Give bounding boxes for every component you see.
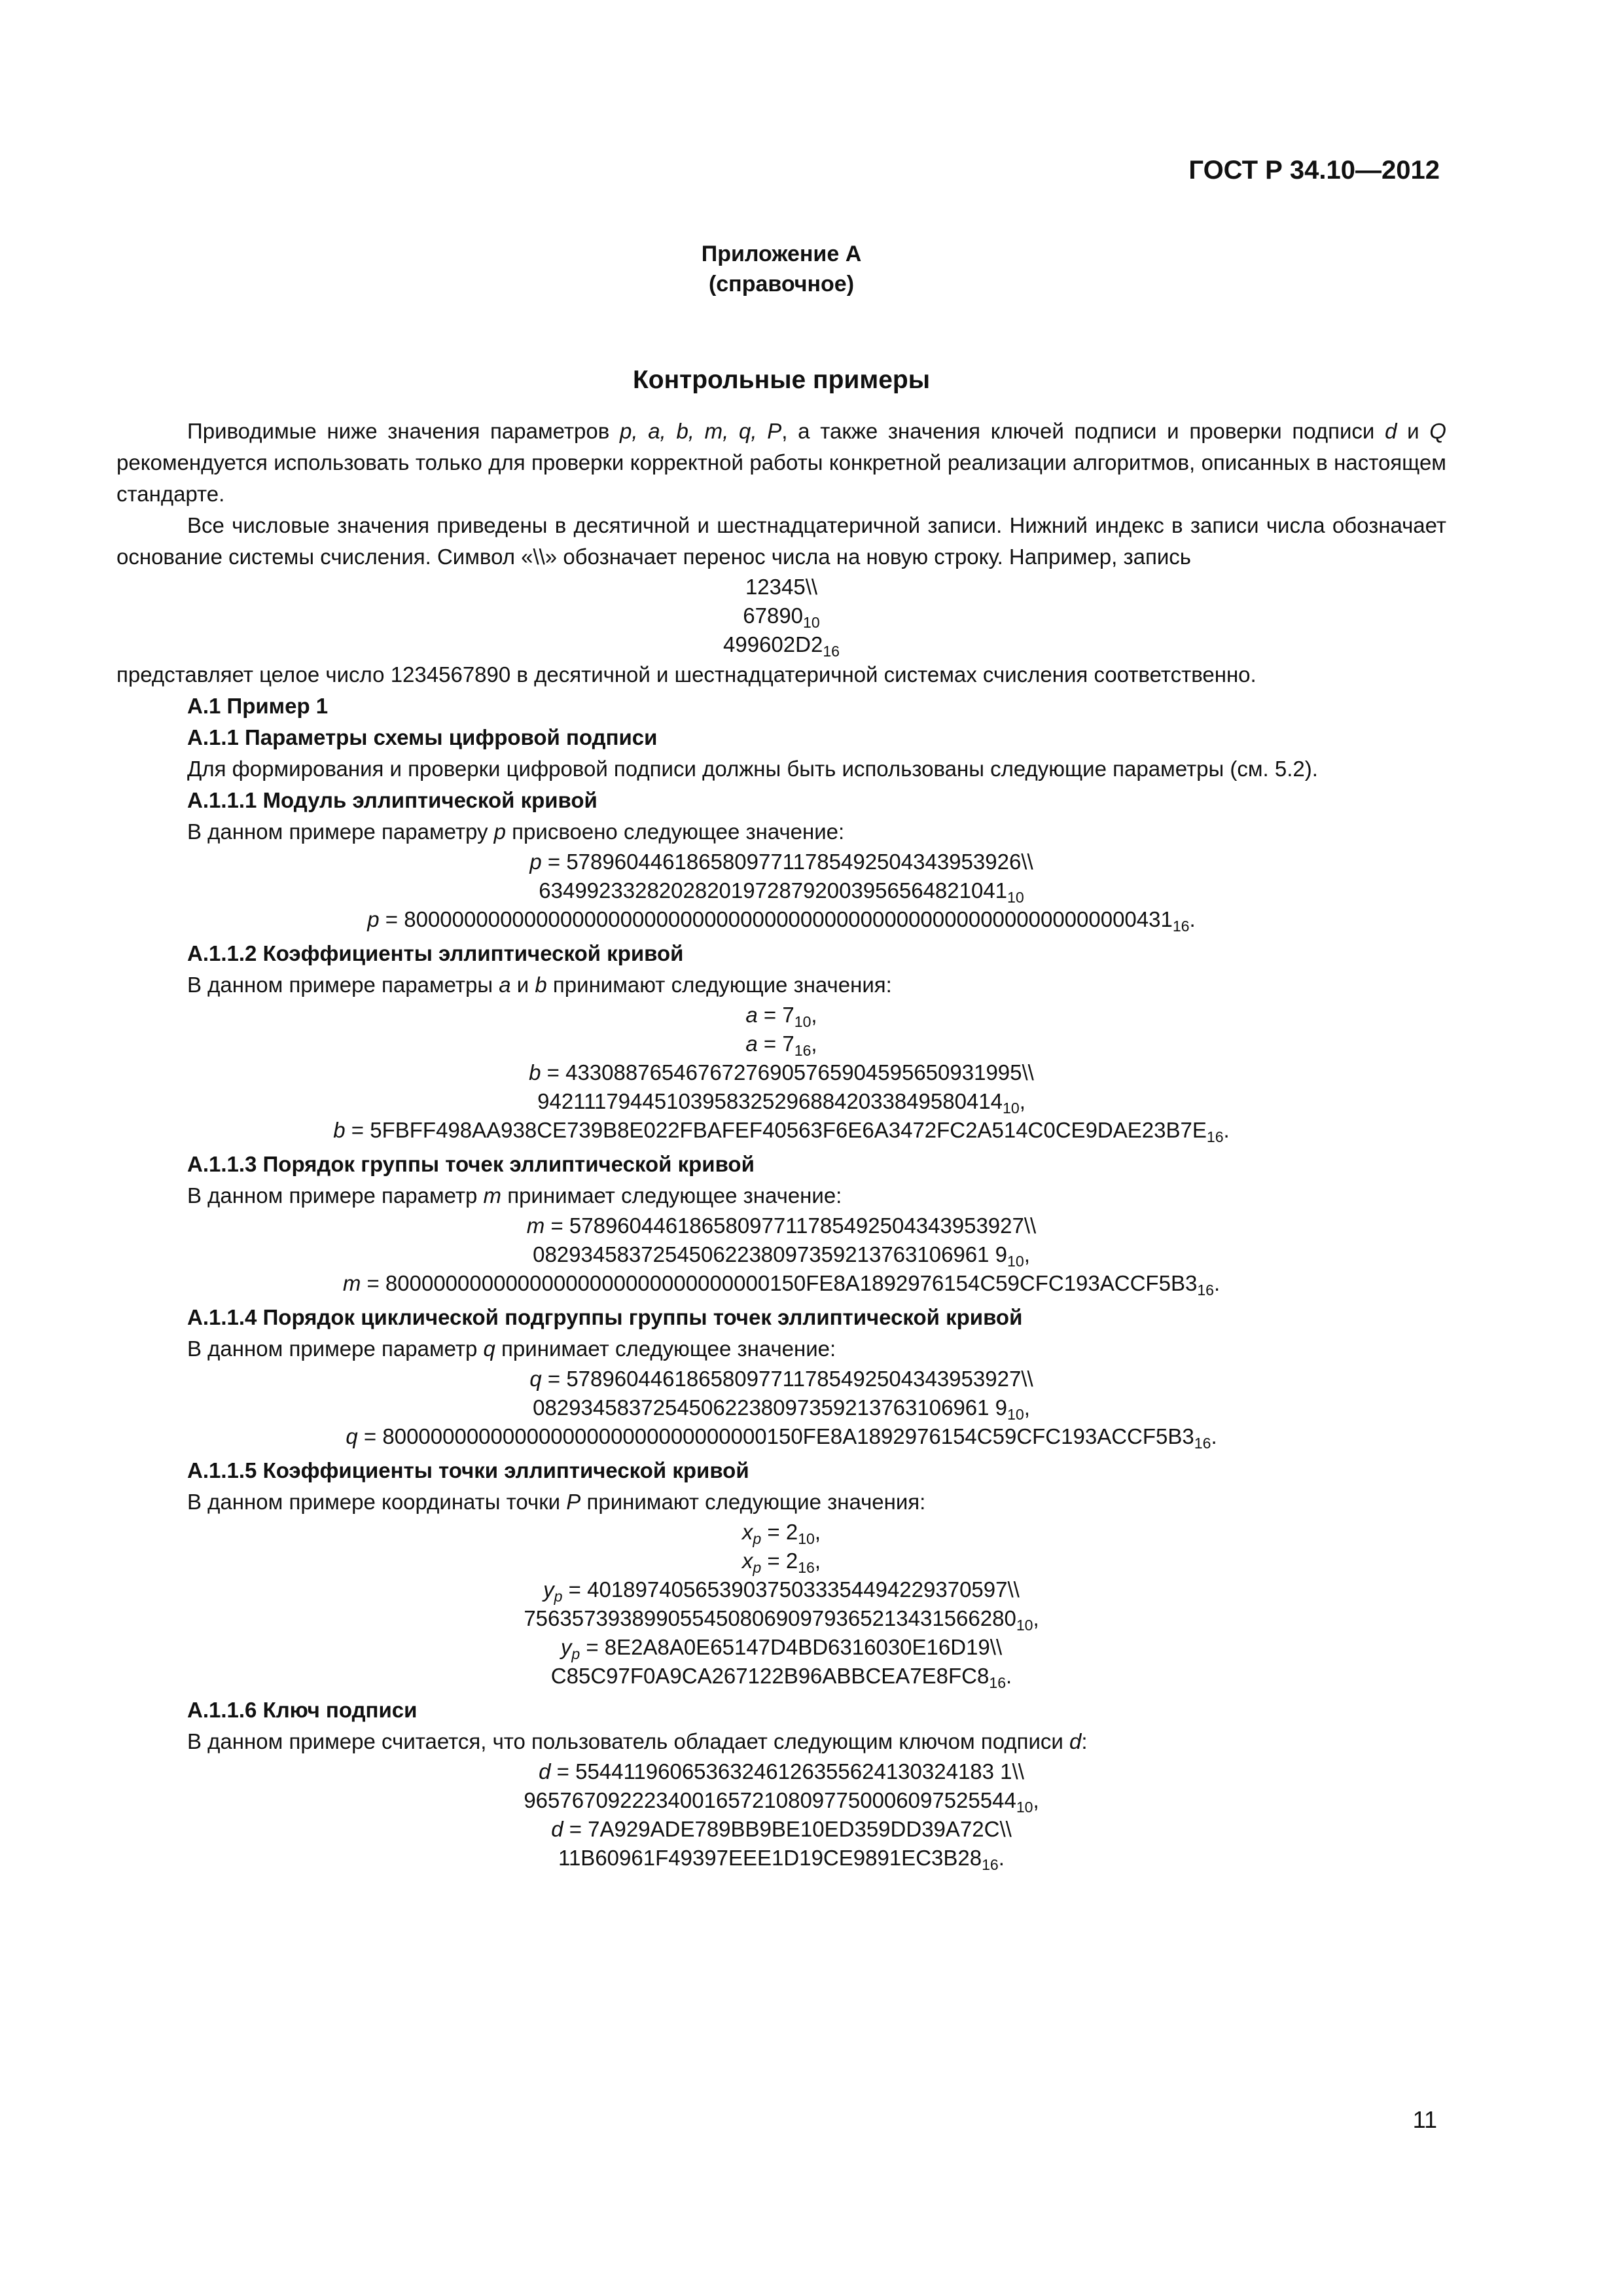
section-a115-text: В данном примере координаты точки P принимают следующие значения: bbox=[187, 1490, 926, 1514]
intro-paragraph-2: Все числовые значения приведены в десятичной и шестнадцатеричной записи. Нижний индекс в записи числа обозначает основание системы счисления. Символ «\\» обозначает перенос числа на новую строку. Например, запись bbox=[116, 513, 1446, 569]
section-a113-heading: А.1.1.3 Порядок группы точек эллиптической кривой bbox=[187, 1152, 755, 1176]
section-a115-heading: А.1.1.5 Коэффициенты точки эллиптической кривой bbox=[187, 1458, 749, 1482]
annex-status: (справочное) bbox=[708, 272, 855, 296]
section-a116-text: В данном примере считается, что пользователь обладает следующим ключом подписи d: bbox=[187, 1729, 1088, 1753]
section-a1-heading: А.1 Пример 1 bbox=[187, 694, 329, 718]
section-a111-heading: А.1.1.1 Модуль эллиптической кривой bbox=[187, 788, 597, 812]
intro-paragraph-1: Приводимые ниже значения параметров p, a, b, m, q, P, а также значения ключей подписи и проверки подписи d и Q рекомендуется использовать только для проверки корректной работы конкретной реализации алгоритмов, описанных в настоящем стандарте. bbox=[116, 419, 1446, 506]
document-body bbox=[116, 151, 1446, 1876]
subgroup-order-q: q = 57896044618658097711785492504343953927\\ 08293458372545062238097359213763106961 $9_{10}$, $q = 80000000000000000000000000000000150FE8A1892976154C59CFC193ACCF5B3_{16}$. bbox=[346, 1367, 1217, 1452]
section-a112-text: В данном примере параметры a и b принимают следующие значения: bbox=[187, 973, 892, 997]
intro-paragraph-3: представляет целое число 1234567890 в десятичной и шестнадцатеричной системах счисления соответственно. bbox=[116, 662, 1257, 687]
modulus-p-decimal: p = 57896044618658097711785492504343953926\\ $634992332820282019728792003956564821041_{10}$ bbox=[529, 850, 1033, 906]
coefficients-ab: $a = 7_{10}$, $a = 7_{16}$, b = 43308876546767276905765904595650931995\\ $942111794451039583252968842033849580414_{10}$, $b = 5FBFF498AA938CE739B8E022FBAFEF40563F6E6A3472FC2A514C0CE9DAE23B7E_{16}$. bbox=[333, 1003, 1230, 1145]
section-a112-heading: А.1.1.2 Коэффициенты эллиптической кривой bbox=[187, 941, 684, 965]
section-a114-heading: А.1.1.4 Порядок циклической подгруппы группы точек эллиптической кривой bbox=[187, 1305, 1023, 1329]
annex-title: Приложение А bbox=[701, 242, 862, 266]
annex-label bbox=[116, 239, 1446, 299]
page-title: Контрольные примеры bbox=[632, 366, 931, 394]
standard-designation: ГОСТ Р 34.10—2012 bbox=[1188, 156, 1440, 185]
section-a11-heading: А.1.1 Параметры схемы цифровой подписи bbox=[187, 725, 658, 749]
section-a11-text: Для формирования и проверки цифровой подписи должны быть использованы следующие параметры (см. 5.2). bbox=[187, 757, 1318, 781]
group-order-m: m = 57896044618658097711785492504343953927\\ 08293458372545062238097359213763106961 $9_{10}$, $m = 80000000000000000000000000000000150FE8A1892976154C59CFC193ACCF5B3_{16}$. bbox=[342, 1213, 1221, 1299]
modulus-p-hex: $p = 8000000000000000000000000000000000000000000000000000000000000431_{16}$. bbox=[367, 907, 1196, 935]
section-a116-heading: А.1.1.6 Ключ подписи bbox=[187, 1698, 418, 1722]
section-a114-text: В данном примере параметр q принимает следующее значение: bbox=[187, 1336, 836, 1361]
point-p-coordinates: $x_p = 2_{10}$, $x_p = 2_{16}$, $y_p$ = 40189740565390375033354494229370597\\ $75635739389905545080690979365213431566280_{10}$, $y_p$ = 8E2A8A0E65147D4BD6316030E16D19\\ $C85C97F0A9CA267122B96ABBCEA7E8FC8_{16}$. bbox=[524, 1520, 1039, 1691]
signature-key-d: d = 55441196065363246126355624130324183 1\\ $96576709222340016572108097750006097525544_{10}$, d = 7A929ADE789BB9BE10ED359DD39A72C\\ $11B60961F49397EEE1D19CE9891EC3B28_{16}$. bbox=[524, 1759, 1039, 1873]
section-a113-text: В данном примере параметр m принимает следующее значение: bbox=[187, 1183, 842, 1208]
section-a111-text: В данном примере параметру p присвоено следующее значение: bbox=[187, 819, 845, 844]
notation-example: 12345\\ $67890_{10}$ $499602D2_{16}$ bbox=[723, 575, 840, 660]
page-number: 11 bbox=[1412, 2106, 1437, 2133]
